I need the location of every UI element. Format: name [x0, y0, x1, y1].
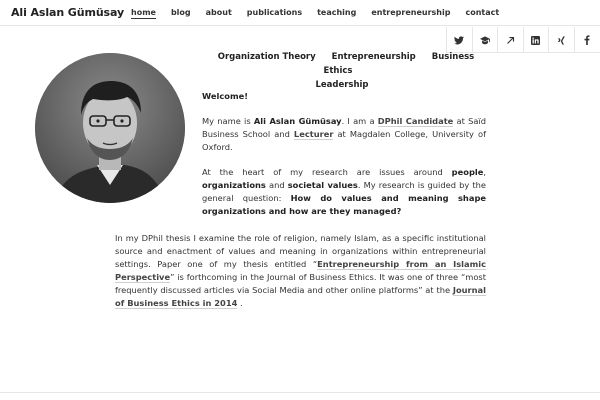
site-header — [0, 0, 600, 26]
text: . I am a — [341, 116, 378, 126]
nav-publications[interactable]: publications — [246, 8, 303, 17]
keyword-organizations: organizations — [202, 180, 266, 190]
text: , — [483, 167, 486, 177]
text: At the heart of my research are issues around — [202, 167, 452, 177]
paper-link[interactable]: Entrepreneurship from an Islamic Perspective — [115, 259, 487, 282]
journal-link[interactable]: Journal of Business Ethics in 2014 — [115, 285, 486, 308]
intro-paragraph — [202, 115, 486, 154]
researchgate-icon[interactable] — [498, 27, 524, 53]
nav-blog[interactable]: blog — [170, 8, 191, 17]
research-question: How do values and meaning shape organizations and how are they managed? — [202, 193, 487, 216]
dphil-candidate-link[interactable]: DPhil Candidate — [377, 116, 454, 126]
text: ” is forthcoming in the Journal of Business Ethics. It was one of three “most frequently discussed articles via Social Media and other online platforms” at the — [115, 272, 486, 295]
footer-divider — [0, 392, 600, 393]
topic-leadership: Leadership — [315, 80, 369, 90]
welcome-heading: Welcome! — [202, 91, 249, 101]
text: . My research is guided by the general question: — [202, 180, 486, 203]
nav-about[interactable]: about — [205, 8, 232, 17]
lecturer-link[interactable]: Lecturer — [293, 129, 334, 139]
nav-teaching[interactable]: teaching — [317, 8, 357, 17]
text: In my DPhil thesis I examine the role of religion, namely Islam, as a specific institutional source and enactment of values and meaning in organizations within entrepreneurial settings. Paper one of my thesis entitled “ — [115, 233, 486, 269]
research-inset — [115, 166, 486, 218]
main-nav — [131, 8, 514, 19]
text: at Saïd Business School and — [202, 116, 486, 139]
research-topics — [202, 50, 482, 92]
keyword-societal-values: societal values — [287, 180, 358, 190]
linkedin-icon[interactable] — [524, 27, 550, 53]
xing-icon[interactable] — [549, 27, 575, 53]
research-paragraph — [115, 166, 486, 218]
nav-home[interactable]: home — [131, 8, 156, 17]
author-name: Ali Aslan Gümüsay — [253, 116, 342, 126]
facebook-icon[interactable] — [575, 27, 600, 53]
topic-entrepreneurship: Entrepreneurship — [331, 52, 416, 62]
keyword-people: people — [451, 167, 484, 177]
text: . — [237, 298, 243, 308]
text: and — [265, 180, 288, 190]
thesis-paragraph — [115, 232, 486, 310]
topic-business-ethics: Business Ethics — [323, 52, 475, 76]
nav-entrepreneurship[interactable]: entrepreneurship — [371, 8, 451, 17]
nav-contact[interactable]: contact — [465, 8, 500, 17]
site-title[interactable]: Ali Aslan Gümüsay — [11, 6, 125, 19]
text: My name is — [202, 116, 254, 126]
topic-organization-theory: Organization Theory — [217, 52, 316, 62]
text: at Magdalen College, University of Oxford. — [202, 129, 486, 152]
